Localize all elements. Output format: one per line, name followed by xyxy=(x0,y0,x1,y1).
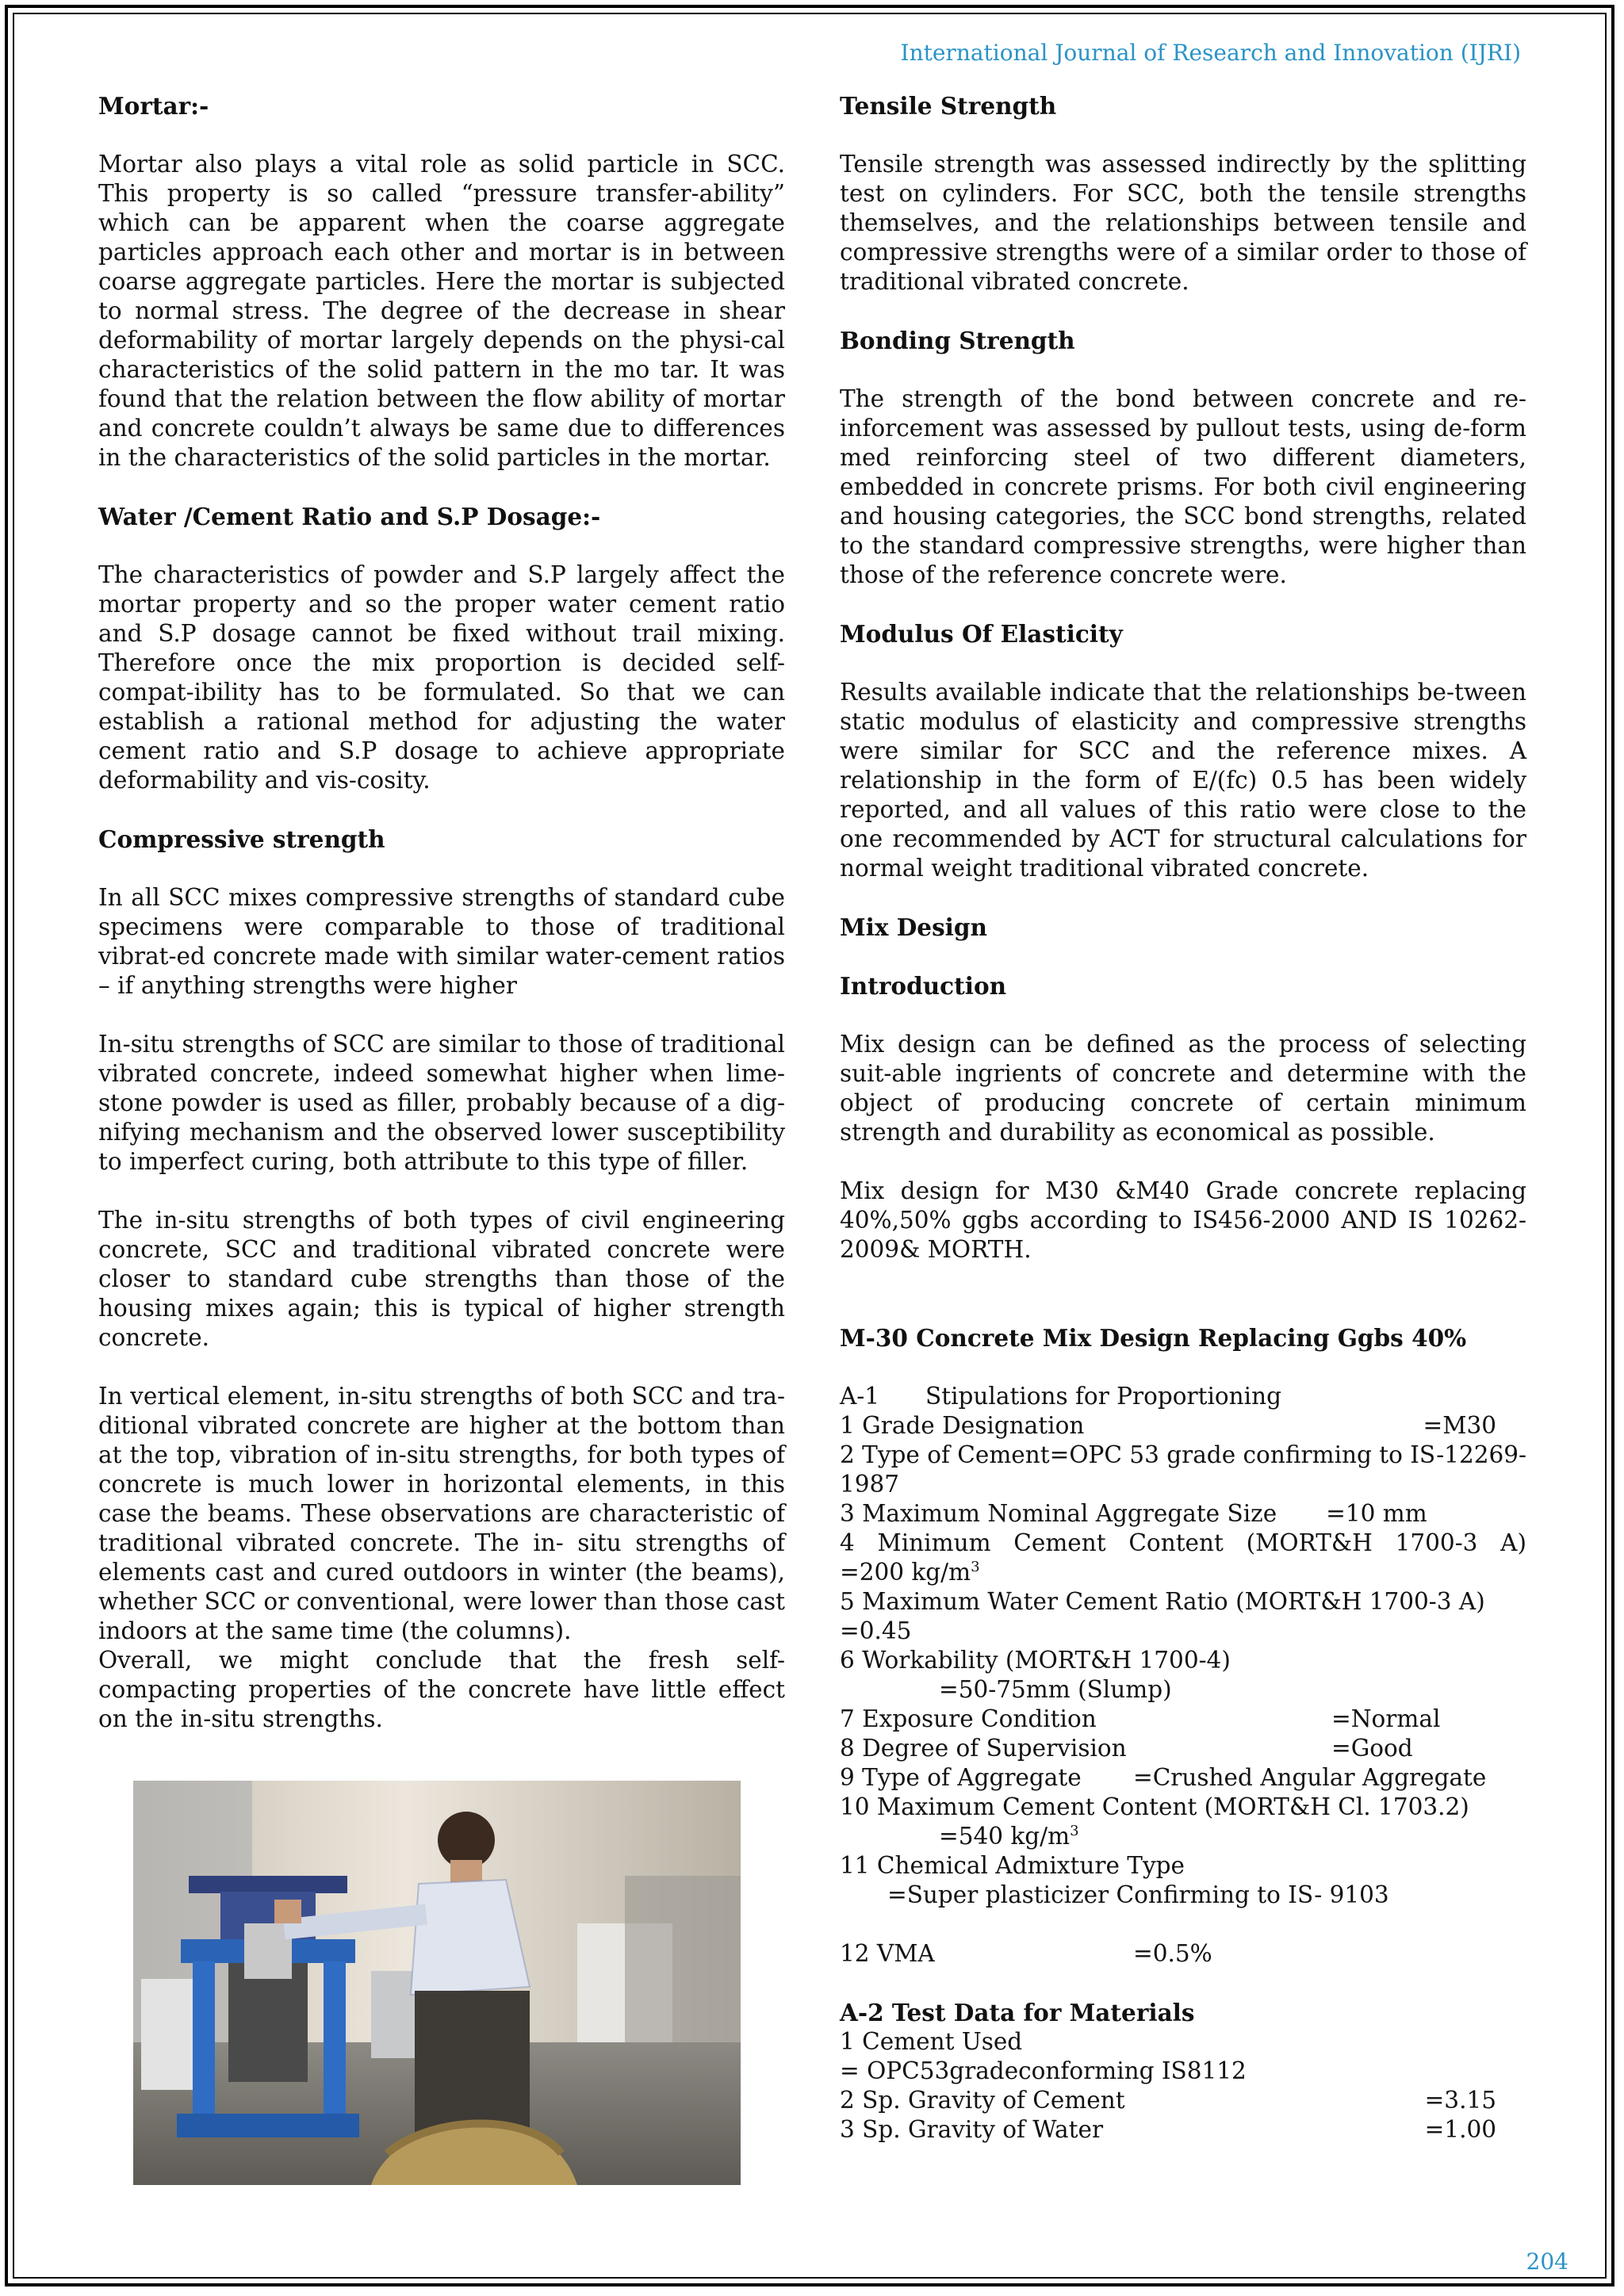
test-1-value: = OPC53gradeconforming IS8112 xyxy=(840,2057,1247,2084)
tensile-paragraph: Tensile strength was assessed indirectly by the splitting test on cylinders. For SCC, both the tensile strengths themselves, and the relationships between tensile and compressive strengths were of a similar order to those of traditional vibrated concrete. xyxy=(840,151,1526,295)
spec-5: 5 Maximum Water Cement Ratio (MORT&H 1700-3 A) xyxy=(840,1588,1485,1615)
spec-5-value: =0.45 xyxy=(840,1617,912,1644)
spec-6-value: =50-75mm (Slump) xyxy=(939,1676,1172,1703)
wc-heading: Water /Cement Ratio and S.P Dosage:- xyxy=(98,503,601,530)
compressive-paragraph-5: Overall, we might conclude that the fresh self-compacting properties of the concrete have little effect on the in-situ strengths. xyxy=(98,1647,785,1732)
introduction-paragraph-1: Mix design can be defined as the process of selecting suit-able ingrients of concrete and determine with the object of producing concrete of certain minimum strength and durability as economical as possible. xyxy=(840,1031,1526,1146)
test-2: 2 Sp. Gravity of Cement =3.15 xyxy=(840,2087,1496,2114)
spec-11: 11 Chemical Admixture Type xyxy=(840,1852,1185,1879)
page-number: 204 xyxy=(1526,2248,1568,2275)
tensile-heading: Tensile Strength xyxy=(840,92,1057,120)
a1-title xyxy=(840,1382,1526,1411)
spec-7: 7 Exposure Condition =Normal xyxy=(840,1705,1441,1732)
modulus-paragraph: Results available indicate that the relationships be-tween static modulus of elasticity and compressive strengths were similar for SCC and the reference mixes. A relationship in the form of E/(fc) 0.5 has been widely reported, and all values of this ratio were close to the one recommended by ACT for structural calculations for normal weight traditional vibrated concrete. xyxy=(840,679,1526,882)
test-3: 3 Sp. Gravity of Water =1.00 xyxy=(840,2116,1496,2143)
lab-photo xyxy=(133,1781,741,2185)
spec-11-value: =Super plasticizer Confirming to IS- 9103 xyxy=(887,1881,1389,1908)
compressive-paragraph-4: In vertical element, in-situ strengths of both SCC and tra-ditional vibrated concrete are higher at the bottom than at the top, vibration of in-situ strengths, for both types of concrete is much lower in horizontal elements, in this case the beams. These observations are characteristic of traditional vibrated concrete. The in- situ strengths of elements cast and cured outdoors in winter (the beams), whether SCC or conventional, were lower than those cast indoors at the same time (the columns). xyxy=(98,1383,785,1644)
spec-10-value: =540 $kg/m^3$ xyxy=(939,1823,1079,1850)
spec-6: 6 Workability (MORT&H 1700-4) xyxy=(840,1647,1231,1674)
mortar-heading: Mortar:- xyxy=(98,92,209,120)
spec-8: 8 Degree of Supervision =Good xyxy=(840,1735,1413,1762)
spec-4-value: =200 $kg/m^3$ xyxy=(840,1559,980,1586)
mortar-paragraph: Mortar also plays a vital role as solid particle in SCC. This property is so called “pressure transfer-ability” which can be apparent when the coarse aggregate particles approach each other and mortar is in between coarse aggregate particles. Here the mortar is subjected to normal stress. The degree of the decrease in shear deformability of mortar largely depends on the physi-cal characteristics of the solid pattern in the mo tar. It was found that the relation between the flow ability of mortar and concrete couldn’t always be same due to differences in the characteristics of the solid particles in the mortar. xyxy=(98,151,785,471)
spec-12: 12 VMA =0.5% xyxy=(840,1940,1212,1967)
a2-heading: A-2 Test Data for Materials xyxy=(840,1999,1195,2026)
introduction-heading: Introduction xyxy=(840,972,1007,1000)
spec-3: 3 Maximum Nominal Aggregate Size =10 mm xyxy=(840,1500,1427,1527)
compressive-paragraph-2: In-situ strengths of SCC are similar to those of traditional vibrated concrete, indeed somewhat higher when lime-stone powder is used as filler, probably because of a dig-nifying mechanism and the observed lower susceptibility to imperfect curing, both attribute to this type of filler. xyxy=(98,1031,785,1175)
compressive-heading: Compressive strength xyxy=(98,825,385,853)
left-column xyxy=(98,91,785,1734)
spec-9: 9 Type of Aggregate =Crushed Angular Aggregate xyxy=(840,1764,1487,1791)
bonding-paragraph: The strength of the bond between concrete and re-inforcement was assessed by pullout tests, using de-form med reinforcing steel of two different diameters, embedded in concrete prisms. For both civil engineering and housing categories, the SCC bond strengths, related to the standard compressive strengths, were higher than those of the reference concrete were. xyxy=(840,385,1526,588)
test-1: 1 Cement Used xyxy=(840,2028,1023,2055)
a1-title-text: Stipulations for Proportioning xyxy=(925,1383,1281,1410)
wc-paragraph: The characteristics of powder and S.P largely affect the mortar property and so the proper water cement ratio and S.P dosage cannot be fixed without trail mixing. Therefore once the mix proportion is decided self-compat-ibility has to be formulated. So that we can establish a rational method for adjusting the water cement ratio and S.P dosage to achieve appropriate deformability and vis-cosity. xyxy=(98,561,785,794)
bonding-heading: Bonding Strength xyxy=(840,327,1075,354)
a1-label: A-1 xyxy=(840,1383,880,1410)
spec-10: 10 Maximum Cement Content (MORT&H Cl. 1703.2) xyxy=(840,1793,1469,1820)
introduction-paragraph-2: Mix design for M30 &M40 Grade concrete replacing 40%,50% ggbs according to IS456-2000 AND IS 10262-2009& MORTH. xyxy=(840,1177,1526,1263)
mix-design-heading: Mix Design xyxy=(840,913,987,941)
right-column xyxy=(840,91,1526,2145)
spec-1: 1 Grade Designation =M30 xyxy=(840,1412,1496,1439)
journal-header: International Journal of Research and Innovation (IJRI) xyxy=(900,40,1521,66)
compressive-paragraph-3: The in-situ strengths of both types of civil engineering concrete, SCC and traditional vibrated concrete were closer to standard cube strengths than those of the housing mixes again; this is typical of higher strength concrete. xyxy=(98,1207,785,1351)
modulus-heading: Modulus Of Elasticity xyxy=(840,620,1123,648)
m30-heading: M-30 Concrete Mix Design Replacing Ggbs 40% xyxy=(840,1324,1467,1352)
spec-2: 2 Type of Cement=OPC 53 grade confirming to IS-12269-1987 xyxy=(840,1441,1526,1498)
compressive-paragraph-1: In all SCC mixes compressive strengths of standard cube specimens were comparable to those of traditional vibrat-ed concrete made with similar water-cement ratios – if anything strengths were higher xyxy=(98,884,785,999)
spec-4: 4 Minimum Cement Content (MORT&H 1700-3 A) xyxy=(840,1529,1526,1556)
